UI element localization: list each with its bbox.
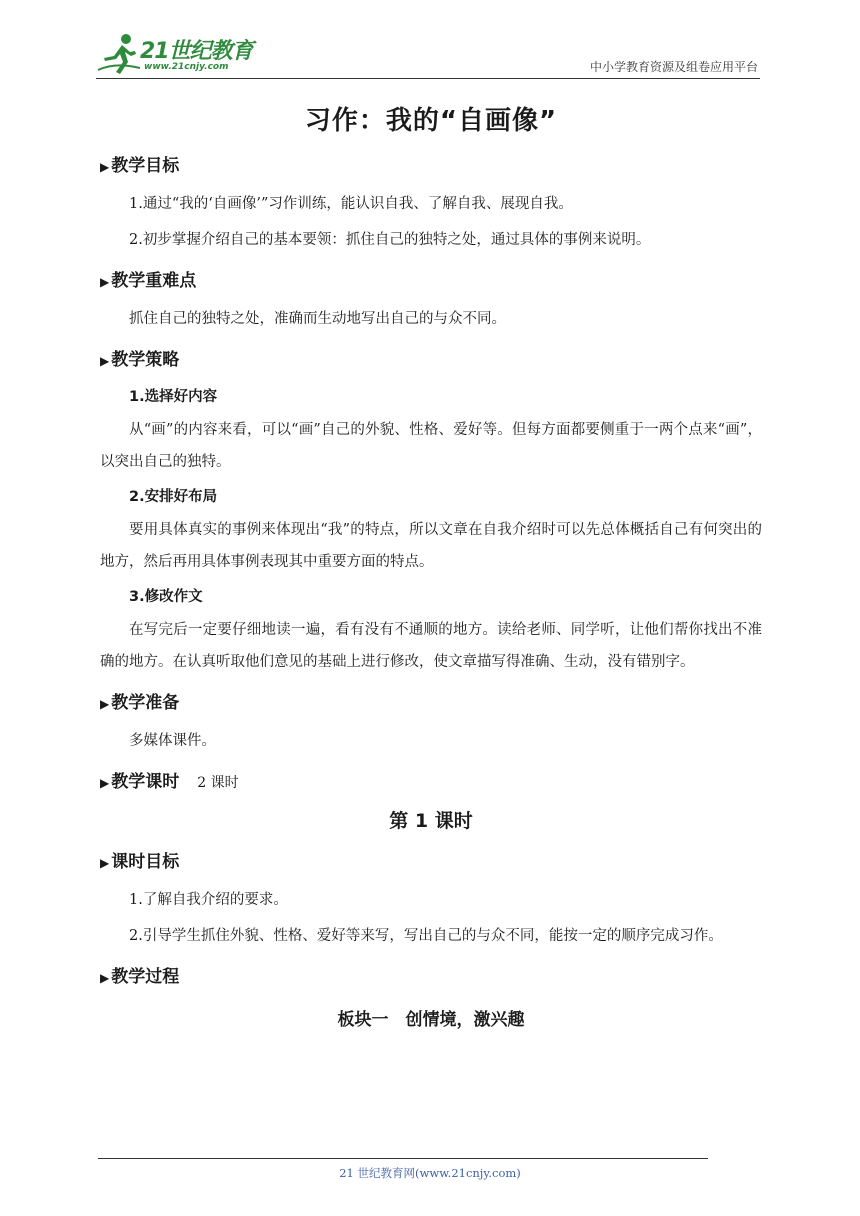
preparation-text: 多媒体课件。 — [129, 733, 216, 749]
runner-logo-icon — [96, 32, 142, 76]
strategy-text-1: 从“画”的内容来看，可以“画”自己的外貌、性格、爱好等。但每方面都要侧重于一两个点来“画”，以突出自己的独特。 — [100, 422, 762, 470]
document-body — [100, 96, 762, 1030]
strategy-text-3: 在写完后一定要仔细地读一遍，看有没有不通顺的地方。读给老师、同学听，让他们帮你找出不准确的地方。在认真听取他们意见的基础上进行修改，使文章描写得准确、生动，没有错别字。 — [100, 622, 762, 670]
triangle-bullet-icon: ▶ — [100, 776, 110, 790]
section-difficulties-heading: ▶ 教学重难点 — [100, 271, 197, 291]
section-lesson-goals-heading: ▶ 课时目标 — [100, 852, 180, 872]
triangle-bullet-icon: ▶ — [100, 160, 110, 174]
triangle-bullet-icon: ▶ — [100, 275, 110, 289]
section-preparation-heading: ▶ 教学准备 — [100, 693, 180, 713]
document-title: 习作：我的“自画像” — [304, 106, 558, 136]
section-process-heading: ▶ 教学过程 — [100, 967, 180, 987]
platform-name: 中小学教育资源及组卷应用平台 — [589, 60, 758, 74]
page-footer: 21 世纪教育网(www.21cnjy.com) — [339, 1166, 521, 1180]
triangle-bullet-icon: ▶ — [100, 697, 110, 711]
block-one-heading: 板块一 创情境，激兴趣 — [337, 1010, 525, 1030]
triangle-bullet-icon: ▶ — [100, 354, 110, 368]
section-strategy-heading: ▶ 教学策略 — [100, 350, 180, 370]
logo — [96, 32, 266, 76]
triangle-bullet-icon: ▶ — [100, 856, 110, 870]
strategy-sub-3: 3.修改作文 — [129, 589, 203, 605]
logo-url: www.21cnjy.com — [144, 62, 229, 72]
strategy-text-2: 要用具体真实的事例来体现出“我”的特点，所以文章在自我介绍时可以先总体概括自己有何突出的地方，然后再用具体事例表现其中重要方面的特点。 — [100, 522, 762, 570]
footer-divider — [98, 1158, 708, 1159]
logo-text: 21世纪教育 — [140, 39, 253, 64]
section-hours-heading: ▶ 教学课时 2 课时 — [100, 772, 239, 792]
lesson-goal-2: 2.引导学生抓住外貌、性格、爱好等来写，写出自己的与众不同，能按一定的顺序完成习作。 — [129, 928, 723, 944]
lesson-goal-1: 1.了解自我介绍的要求。 — [129, 892, 288, 908]
strategy-sub-1: 1.选择好内容 — [129, 389, 218, 405]
difficulties-text: 抓住自己的独特之处，准确而生动地写出自己的与众不同。 — [129, 311, 506, 327]
page-header — [96, 28, 760, 79]
goal-item-2: 2.初步掌握介绍自己的基本要领：抓住自己的独特之处，通过具体的事例来说明。 — [129, 232, 651, 248]
strategy-sub-2: 2.安排好布局 — [129, 489, 218, 505]
section-goals-heading: ▶ 教学目标 — [100, 156, 180, 176]
goal-item-1: 1.通过“我的‘自画像’”习作训练，能认识自我、了解自我、展现自我。 — [129, 196, 573, 212]
triangle-bullet-icon: ▶ — [100, 971, 110, 985]
hours-value: 2 课时 — [197, 775, 239, 791]
lesson-title: 第 1 课时 — [389, 810, 473, 832]
